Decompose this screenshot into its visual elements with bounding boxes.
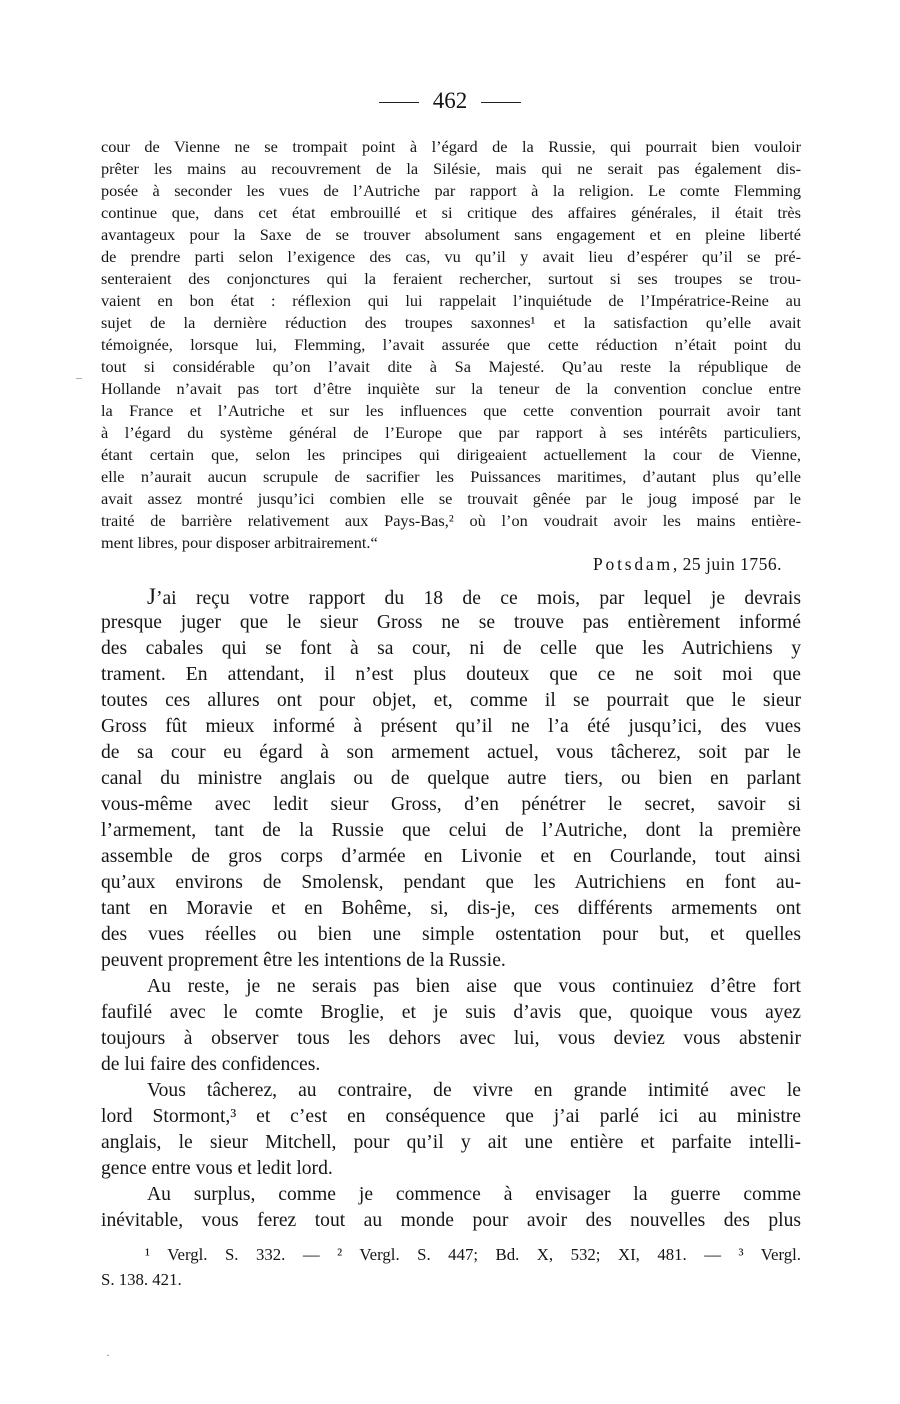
excerpt-line: elle n’aurait aucun scrupule de sacrifier les Puissances maritimes, d’autant plus qu’elle bbox=[101, 467, 801, 486]
body-line: des cabales qui se font à sa cour, ni de celle que les Autrichiens y bbox=[101, 638, 801, 659]
body-line: Au surplus, comme je commence à envisager la guerre comme bbox=[147, 1184, 801, 1205]
dateline-place: Potsdam bbox=[593, 554, 673, 574]
excerpt-line: tout si considérable qu’on l’avait dite à Sa Majesté. Qu’au reste la république de bbox=[101, 357, 801, 376]
letter-dateline bbox=[593, 554, 782, 575]
letter-body bbox=[101, 584, 801, 1234]
body-line: presque juger que le sieur Gross ne se trouve pas entièrement informé bbox=[101, 612, 801, 633]
excerpt-line: posée à seconder les vues de l’Autriche par rapport à la religion. Le comte Flemming bbox=[101, 181, 801, 200]
body-line: lord Stormont,³ et c’est en conséquence que j’ai parlé ici au ministre bbox=[101, 1106, 801, 1127]
body-line: qu’aux environs de Smolensk, pendant que les Autrichiens en font au- bbox=[101, 872, 801, 893]
margin-speck: · bbox=[106, 1348, 110, 1362]
excerpt-line: de prendre parti selon l’exigence des cas, vu qu’il y avait lieu d’espérer qu’il se pré- bbox=[101, 247, 801, 266]
body-line: canal du ministre anglais ou de quelque autre tiers, ou bien en parlant bbox=[101, 768, 801, 789]
excerpt-line: sujet de la dernière réduction des troupes saxonnes¹ et la satisfaction qu’elle avait bbox=[101, 313, 801, 332]
body-line: peuvent proprement être les intentions de la Russie. bbox=[101, 950, 506, 971]
body-line: tant en Moravie et en Bohême, si, dis-je, ces différents armements ont bbox=[101, 898, 801, 919]
excerpt-line: vaient en bon état : réflexion qui lui rappelait l’inquiétude de l’Impératrice-Reine au bbox=[101, 291, 801, 310]
excerpt-line: avait assez montré jusqu’ici combien elle se trouvait gênée par le joug imposé par le bbox=[101, 489, 801, 508]
page-number: 462 bbox=[432, 88, 468, 113]
body-line: trament. En attendant, il n’est plus douteux que ce ne soit moi que bbox=[101, 664, 801, 685]
excerpt-line: continue que, dans cet état embrouillé et si critique des affaires générales, il était très bbox=[101, 203, 801, 222]
footnote-line: S. 138. 421. bbox=[101, 1270, 182, 1289]
dateline-date: , 25 juin 1756. bbox=[672, 554, 782, 574]
excerpt-line: cour de Vienne ne se trompait point à l’égard de la Russie, qui pourrait bien vouloir bbox=[101, 137, 801, 156]
drop-cap: J bbox=[147, 584, 156, 609]
footnotes bbox=[101, 1242, 801, 1292]
body-line: Gross fût mieux informé à présent qu’il ne l’a été jusqu’ici, des vues bbox=[101, 716, 801, 737]
excerpt-line: à l’égard du système général de l’Europe que par rapport à ses intérêts particuliers, bbox=[101, 423, 801, 442]
excerpt-line: prêter les mains au recouvrement de la Silésie, mais qui ne serait pas également dis- bbox=[101, 159, 801, 178]
body-line: assemble de gros corps d’armée en Livonie et en Courlande, tout ainsi bbox=[101, 846, 801, 867]
margin-tick-mark: – bbox=[76, 370, 82, 384]
body-line: J’ai reçu votre rapport du 18 de ce mois, par lequel je devrais bbox=[147, 584, 801, 609]
excerpt-line: senteraient des conjonctures qui la feraient rechercher, surtout si ses troupes se trou- bbox=[101, 269, 801, 288]
excerpt-line: la France et l’Autriche et sur les influences que cette convention pourrait avoir tant bbox=[101, 401, 801, 420]
body-line: Vous tâcherez, au contraire, de vivre en grande intimité avec le bbox=[147, 1080, 801, 1101]
excerpt-line: traité de barrière relativement aux Pays-Bas,² où l’on voudrait avoir les mains entière- bbox=[101, 511, 801, 530]
header-rule-left bbox=[379, 102, 419, 103]
excerpt-line: avantageux pour la Saxe de se trouver absolument sans engagement et en pleine liberté bbox=[101, 225, 801, 244]
excerpt-line: témoignée, lorsque lui, Flemming, l’avait assurée que cette réduction n’était point du bbox=[101, 335, 801, 354]
body-line: l’armement, tant de la Russie que celui de l’Autriche, dont la première bbox=[101, 820, 801, 841]
body-line: des vues réelles ou bien une simple ostentation pour but, et quelles bbox=[101, 924, 801, 945]
body-line: vous-même avec ledit sieur Gross, d’en pénétrer le secret, savoir si bbox=[101, 794, 801, 815]
body-line: de sa cour eu égard à son armement actuel, vous tâcherez, soit par le bbox=[101, 742, 801, 763]
body-line: toujours à observer tous les dehors avec lui, vous deviez vous abstenir bbox=[101, 1028, 801, 1049]
body-line: Au reste, je ne serais pas bien aise que vous continuiez d’être fort bbox=[147, 976, 801, 997]
body-line: toutes ces allures ont pour objet, et, comme il se pourrait que le sieur bbox=[101, 690, 801, 711]
excerpt-line: Hollande n’avait pas tort d’être inquiète sur la teneur de la convention conclue entre bbox=[101, 379, 801, 398]
excerpt-line: étant certain que, selon les principes qui dirigeaient actuellement la cour de Vienne, bbox=[101, 445, 801, 464]
body-line: de lui faire des confidences. bbox=[101, 1054, 321, 1075]
footnote-line: ¹ Vergl. S. 332. — ² Vergl. S. 447; Bd. X, 532; XI, 481. — ³ Vergl. bbox=[145, 1245, 801, 1264]
body-line: inévitable, vous ferez tout au monde pour avoir des nouvelles des plus bbox=[101, 1210, 801, 1231]
header-rule-right bbox=[481, 102, 521, 103]
page-header bbox=[0, 88, 900, 114]
body-line: anglais, le sieur Mitchell, pour qu’il y ait une entière et parfaite intelli- bbox=[101, 1132, 801, 1153]
body-line: gence entre vous et ledit lord. bbox=[101, 1158, 333, 1179]
quoted-report-excerpt bbox=[101, 136, 801, 554]
body-line: faufilé avec le comte Broglie, et je suis d’avis que, quoique vous ayez bbox=[101, 1002, 801, 1023]
excerpt-line: ment libres, pour disposer arbitrairement.“ bbox=[101, 533, 378, 552]
